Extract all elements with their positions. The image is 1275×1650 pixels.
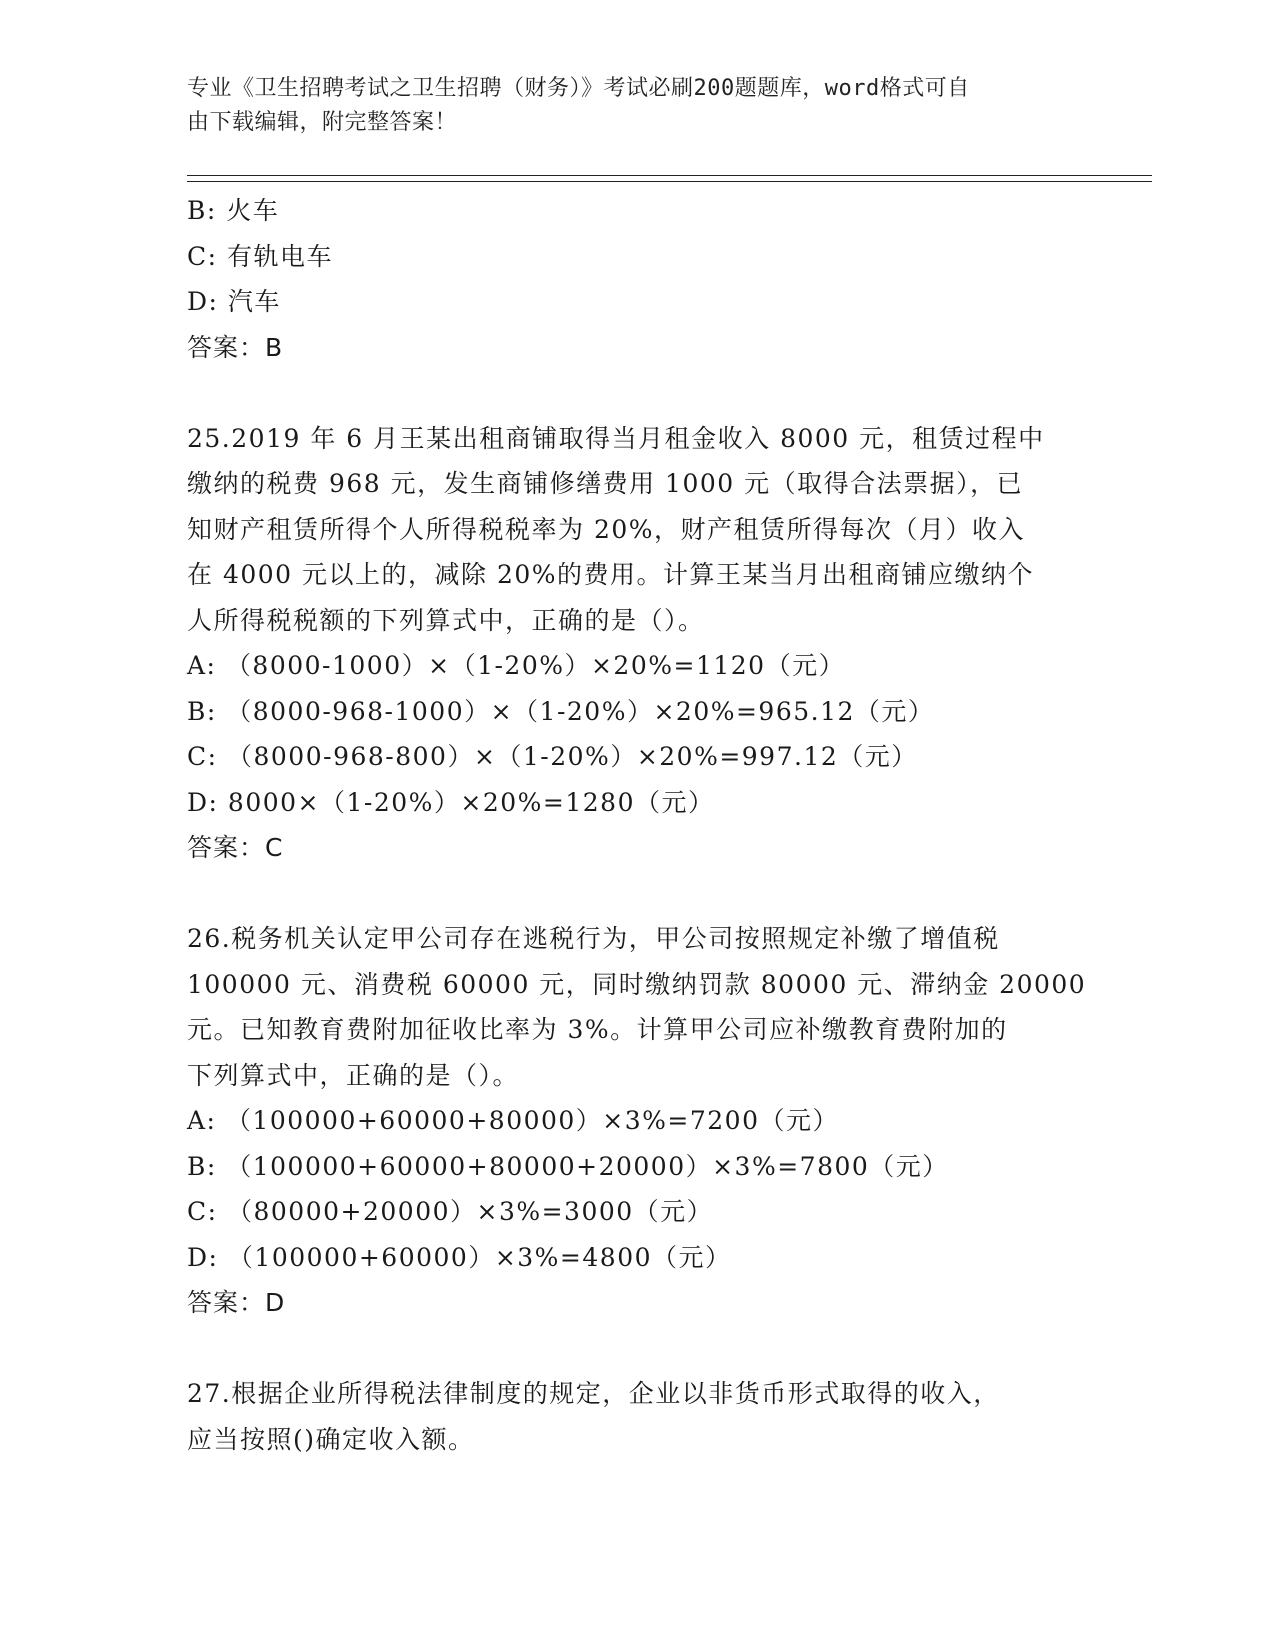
question-25-stem-line-4: 在 4000 元以上的，减除 20%的费用。计算王某当月出租商铺应缴纳个: [187, 560, 1035, 589]
header-line-1: 专业《卫生招聘考试之卫生招聘（财务）》考试必刷200题题库，word格式可自: [187, 76, 970, 101]
question-26-option-c: C: （80000+20000）×3%=3000（元）: [187, 1197, 714, 1226]
question-25-answer: 答案：C: [187, 833, 284, 862]
header-divider-bottom: [187, 181, 1152, 182]
header-divider-top: [187, 175, 1152, 176]
question-27-stem-line-2: 应当按照()确定收入额。: [187, 1424, 475, 1454]
question-24-option-b: B: 火车: [187, 196, 280, 225]
question-26-block: [187, 916, 1087, 1326]
question-26-stem-line-3: 元。已知教育费附加征收比率为 3%。计算甲公司应补缴教育费附加的: [187, 1015, 1008, 1044]
question-25-block: [187, 416, 1087, 871]
spacer: [187, 370, 1087, 416]
question-25-option-a: A: （8000-1000）×（1-20%）×20%=1120（元）: [187, 651, 846, 680]
question-25-stem-line-5: 人所得税税额的下列算式中，正确的是（）。: [187, 605, 705, 635]
question-25-option-d: D: 8000×（1-20%）×20%=1280（元）: [187, 787, 715, 817]
question-content: [187, 188, 1087, 1462]
question-24-option-d: D: 汽车: [187, 287, 281, 316]
question-25-stem-line-2: 缴纳的税费 968 元，发生商铺修缮费用 1000 元（取得合法票据），已: [187, 469, 1024, 498]
question-26-stem-line-4: 下列算式中，正确的是（）。: [187, 1060, 520, 1090]
question-26-stem-line-2: 100000 元、消费税 60000 元，同时缴纳罚款 80000 元、滞纳金 20000: [187, 969, 1087, 999]
question-27-block: [187, 1371, 1087, 1462]
question-26-stem-line-1: 26.税务机关认定甲公司存在逃税行为，甲公司按照规定补缴了增值税: [187, 924, 1000, 953]
question-24-block: [187, 188, 1087, 370]
question-26-answer: 答案：D: [187, 1288, 286, 1317]
question-24-answer: 答案：B: [187, 332, 284, 362]
question-26-option-d: D: （100000+60000）×3%=4800（元）: [187, 1242, 732, 1272]
question-25-option-b: B: （8000-968-1000）×（1-20%）×20%=965.12（元）: [187, 696, 935, 726]
spacer: [187, 1326, 1087, 1372]
document-header: [187, 72, 1067, 140]
question-27-stem-line-1: 27.根据企业所得税法律制度的规定，企业以非货币形式取得的收入，: [187, 1379, 1000, 1408]
question-25-stem-line-3: 知财产租赁所得个人所得税税率为 20%，财产租赁所得每次（月）收入: [187, 514, 1026, 544]
question-25-stem-line-1: 25.2019 年 6 月王某出租商铺取得当月租金收入 8000 元，租赁过程中: [187, 423, 1045, 453]
question-26-option-a: A: （100000+60000+80000）×3%=7200（元）: [187, 1106, 839, 1135]
header-line-2: 由下载编辑，附完整答案！: [187, 110, 458, 135]
question-26-option-b: B: （100000+60000+80000+20000）×3%=7800（元）: [187, 1151, 949, 1181]
question-24-option-c: C: 有轨电车: [187, 241, 333, 271]
spacer: [187, 871, 1087, 917]
question-25-option-c: C: （8000-968-800）×（1-20%）×20%=997.12（元）: [187, 742, 918, 771]
